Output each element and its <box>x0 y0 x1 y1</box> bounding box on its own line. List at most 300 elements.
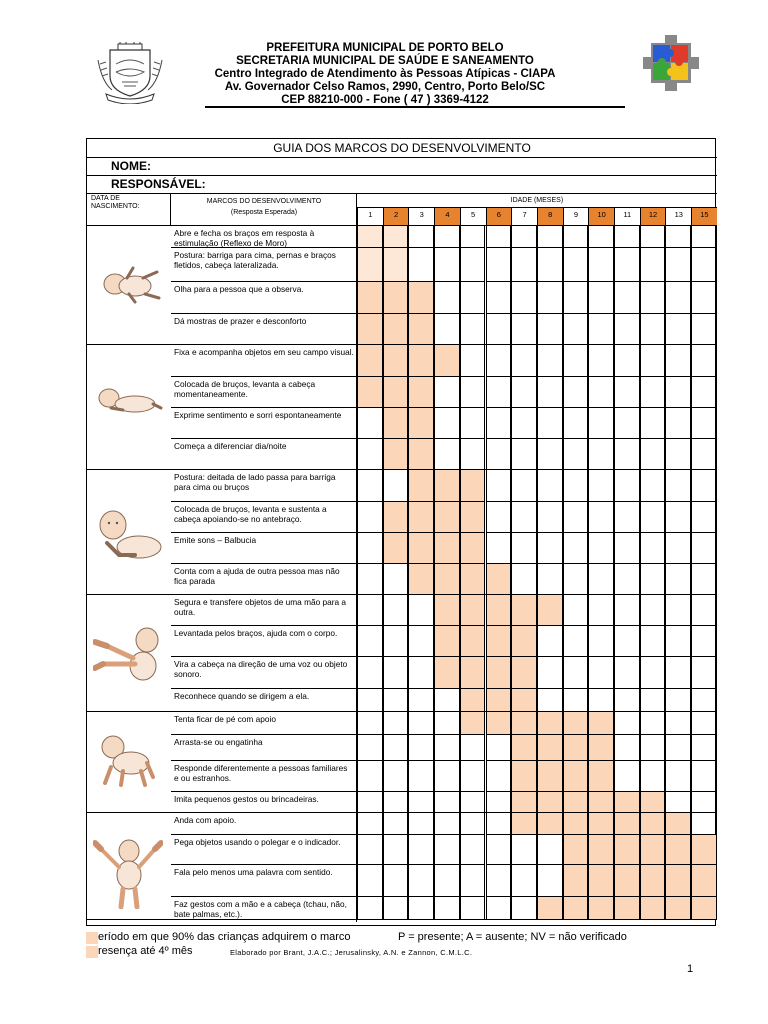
milestone-cell[interactable] <box>357 345 383 377</box>
milestone-cell[interactable] <box>614 564 640 595</box>
milestone-cell[interactable] <box>460 689 486 712</box>
milestone-cell[interactable] <box>588 345 614 377</box>
milestone-cell[interactable] <box>408 377 434 408</box>
milestone-cell[interactable] <box>563 813 589 835</box>
milestone-cell[interactable] <box>460 813 486 835</box>
milestone-cell[interactable] <box>383 657 409 689</box>
milestone-cell[interactable] <box>383 377 409 408</box>
milestone-cell[interactable] <box>691 689 717 712</box>
milestone-cell[interactable] <box>486 564 512 595</box>
milestone-cell[interactable] <box>408 345 434 377</box>
milestone-cell[interactable] <box>665 314 691 345</box>
milestone-cell[interactable] <box>408 533 434 564</box>
milestone-cell[interactable] <box>486 377 512 408</box>
milestone-cell[interactable] <box>640 502 666 533</box>
milestone-cell[interactable] <box>460 835 486 865</box>
milestone-cell[interactable] <box>563 626 589 657</box>
milestone-cell[interactable] <box>640 377 666 408</box>
milestone-cell[interactable] <box>665 626 691 657</box>
milestone-cell[interactable] <box>511 470 537 502</box>
milestone-cell[interactable] <box>357 226 383 248</box>
milestone-cell[interactable] <box>691 439 717 470</box>
milestone-cell[interactable] <box>408 897 434 920</box>
milestone-cell[interactable] <box>588 735 614 761</box>
milestone-cell[interactable] <box>511 282 537 314</box>
milestone-cell[interactable] <box>665 813 691 835</box>
milestone-cell[interactable] <box>614 248 640 282</box>
milestone-cell[interactable] <box>691 792 717 813</box>
milestone-cell[interactable] <box>357 689 383 712</box>
milestone-cell[interactable] <box>665 712 691 735</box>
milestone-cell[interactable] <box>434 314 460 345</box>
milestone-cell[interactable] <box>486 533 512 564</box>
milestone-cell[interactable] <box>408 439 434 470</box>
milestone-cell[interactable] <box>460 735 486 761</box>
milestone-cell[interactable] <box>665 761 691 792</box>
milestone-cell[interactable] <box>383 792 409 813</box>
milestone-cell[interactable] <box>383 470 409 502</box>
milestone-cell[interactable] <box>383 761 409 792</box>
milestone-cell[interactable] <box>588 897 614 920</box>
milestone-cell[interactable] <box>408 595 434 626</box>
milestone-cell[interactable] <box>511 248 537 282</box>
milestone-cell[interactable] <box>357 502 383 533</box>
milestone-cell[interactable] <box>537 689 563 712</box>
milestone-cell[interactable] <box>434 533 460 564</box>
milestone-cell[interactable] <box>614 345 640 377</box>
milestone-cell[interactable] <box>357 595 383 626</box>
milestone-cell[interactable] <box>614 813 640 835</box>
milestone-cell[interactable] <box>563 314 589 345</box>
milestone-cell[interactable] <box>640 735 666 761</box>
milestone-cell[interactable] <box>383 626 409 657</box>
milestone-cell[interactable] <box>357 248 383 282</box>
milestone-cell[interactable] <box>614 712 640 735</box>
milestone-cell[interactable] <box>640 533 666 564</box>
milestone-cell[interactable] <box>640 314 666 345</box>
milestone-cell[interactable] <box>408 735 434 761</box>
milestone-cell[interactable] <box>691 735 717 761</box>
milestone-cell[interactable] <box>486 792 512 813</box>
milestone-cell[interactable] <box>511 865 537 897</box>
milestone-cell[interactable] <box>691 813 717 835</box>
milestone-cell[interactable] <box>665 439 691 470</box>
milestone-cell[interactable] <box>434 439 460 470</box>
milestone-cell[interactable] <box>486 470 512 502</box>
milestone-cell[interactable] <box>434 226 460 248</box>
milestone-cell[interactable] <box>691 865 717 897</box>
milestone-cell[interactable] <box>537 761 563 792</box>
milestone-cell[interactable] <box>537 282 563 314</box>
milestone-cell[interactable] <box>408 282 434 314</box>
milestone-cell[interactable] <box>434 712 460 735</box>
milestone-cell[interactable] <box>640 865 666 897</box>
milestone-cell[interactable] <box>486 813 512 835</box>
milestone-cell[interactable] <box>614 439 640 470</box>
milestone-cell[interactable] <box>588 595 614 626</box>
milestone-cell[interactable] <box>511 897 537 920</box>
milestone-cell[interactable] <box>357 835 383 865</box>
milestone-cell[interactable] <box>563 689 589 712</box>
milestone-cell[interactable] <box>460 248 486 282</box>
milestone-cell[interactable] <box>383 835 409 865</box>
milestone-cell[interactable] <box>563 533 589 564</box>
milestone-cell[interactable] <box>434 408 460 439</box>
milestone-cell[interactable] <box>460 792 486 813</box>
milestone-cell[interactable] <box>588 470 614 502</box>
milestone-cell[interactable] <box>511 626 537 657</box>
milestone-cell[interactable] <box>537 226 563 248</box>
milestone-cell[interactable] <box>640 897 666 920</box>
milestone-cell[interactable] <box>357 470 383 502</box>
milestone-cell[interactable] <box>460 533 486 564</box>
milestone-cell[interactable] <box>614 657 640 689</box>
milestone-cell[interactable] <box>486 345 512 377</box>
milestone-cell[interactable] <box>563 792 589 813</box>
milestone-cell[interactable] <box>588 712 614 735</box>
milestone-cell[interactable] <box>537 377 563 408</box>
milestone-cell[interactable] <box>614 314 640 345</box>
milestone-cell[interactable] <box>640 835 666 865</box>
milestone-cell[interactable] <box>537 439 563 470</box>
milestone-cell[interactable] <box>665 657 691 689</box>
milestone-cell[interactable] <box>563 657 589 689</box>
milestone-cell[interactable] <box>665 345 691 377</box>
milestone-cell[interactable] <box>691 533 717 564</box>
milestone-cell[interactable] <box>537 835 563 865</box>
milestone-cell[interactable] <box>486 314 512 345</box>
milestone-cell[interactable] <box>434 377 460 408</box>
milestone-cell[interactable] <box>511 595 537 626</box>
milestone-cell[interactable] <box>640 595 666 626</box>
milestone-cell[interactable] <box>640 345 666 377</box>
milestone-cell[interactable] <box>408 408 434 439</box>
milestone-cell[interactable] <box>383 408 409 439</box>
milestone-cell[interactable] <box>486 226 512 248</box>
milestone-cell[interactable] <box>408 564 434 595</box>
milestone-cell[interactable] <box>357 657 383 689</box>
milestone-cell[interactable] <box>614 761 640 792</box>
milestone-cell[interactable] <box>563 735 589 761</box>
milestone-cell[interactable] <box>665 226 691 248</box>
milestone-cell[interactable] <box>511 792 537 813</box>
milestone-cell[interactable] <box>588 865 614 897</box>
milestone-cell[interactable] <box>511 835 537 865</box>
milestone-cell[interactable] <box>537 595 563 626</box>
milestone-cell[interactable] <box>563 226 589 248</box>
milestone-cell[interactable] <box>408 626 434 657</box>
milestone-cell[interactable] <box>588 657 614 689</box>
milestone-cell[interactable] <box>665 408 691 439</box>
milestone-cell[interactable] <box>563 761 589 792</box>
milestone-cell[interactable] <box>408 865 434 897</box>
milestone-cell[interactable] <box>691 897 717 920</box>
milestone-cell[interactable] <box>563 897 589 920</box>
milestone-cell[interactable] <box>486 897 512 920</box>
milestone-cell[interactable] <box>434 761 460 792</box>
milestone-cell[interactable] <box>486 865 512 897</box>
milestone-cell[interactable] <box>460 657 486 689</box>
milestone-cell[interactable] <box>640 712 666 735</box>
milestone-cell[interactable] <box>408 248 434 282</box>
milestone-cell[interactable] <box>563 502 589 533</box>
milestone-cell[interactable] <box>537 502 563 533</box>
milestone-cell[interactable] <box>408 712 434 735</box>
milestone-cell[interactable] <box>691 835 717 865</box>
milestone-cell[interactable] <box>665 377 691 408</box>
milestone-cell[interactable] <box>460 502 486 533</box>
milestone-cell[interactable] <box>434 835 460 865</box>
milestone-cell[interactable] <box>434 865 460 897</box>
milestone-cell[interactable] <box>640 813 666 835</box>
milestone-cell[interactable] <box>511 377 537 408</box>
milestone-cell[interactable] <box>588 439 614 470</box>
milestone-cell[interactable] <box>511 502 537 533</box>
milestone-cell[interactable] <box>640 226 666 248</box>
milestone-cell[interactable] <box>588 792 614 813</box>
milestone-cell[interactable] <box>588 282 614 314</box>
milestone-cell[interactable] <box>691 226 717 248</box>
milestone-cell[interactable] <box>460 595 486 626</box>
milestone-cell[interactable] <box>640 792 666 813</box>
milestone-cell[interactable] <box>691 626 717 657</box>
milestone-cell[interactable] <box>537 533 563 564</box>
milestone-cell[interactable] <box>665 470 691 502</box>
milestone-cell[interactable] <box>460 761 486 792</box>
milestone-cell[interactable] <box>614 470 640 502</box>
milestone-cell[interactable] <box>563 282 589 314</box>
milestone-cell[interactable] <box>383 865 409 897</box>
milestone-cell[interactable] <box>486 626 512 657</box>
milestone-cell[interactable] <box>614 595 640 626</box>
milestone-cell[interactable] <box>588 408 614 439</box>
milestone-cell[interactable] <box>640 248 666 282</box>
milestone-cell[interactable] <box>383 226 409 248</box>
milestone-cell[interactable] <box>357 408 383 439</box>
responsible-field[interactable]: RESPONSÁVEL: <box>111 177 206 191</box>
milestone-cell[interactable] <box>383 564 409 595</box>
milestone-cell[interactable] <box>434 657 460 689</box>
milestone-cell[interactable] <box>563 408 589 439</box>
milestone-cell[interactable] <box>614 377 640 408</box>
milestone-cell[interactable] <box>511 689 537 712</box>
milestone-cell[interactable] <box>486 439 512 470</box>
milestone-cell[interactable] <box>357 626 383 657</box>
milestone-cell[interactable] <box>486 595 512 626</box>
milestone-cell[interactable] <box>640 470 666 502</box>
milestone-cell[interactable] <box>588 835 614 865</box>
milestone-cell[interactable] <box>640 689 666 712</box>
milestone-cell[interactable] <box>434 282 460 314</box>
milestone-cell[interactable] <box>665 502 691 533</box>
milestone-cell[interactable] <box>460 439 486 470</box>
milestone-cell[interactable] <box>588 314 614 345</box>
milestone-cell[interactable] <box>460 564 486 595</box>
milestone-cell[interactable] <box>357 712 383 735</box>
milestone-cell[interactable] <box>640 761 666 792</box>
milestone-cell[interactable] <box>691 502 717 533</box>
milestone-cell[interactable] <box>408 657 434 689</box>
milestone-cell[interactable] <box>357 761 383 792</box>
milestone-cell[interactable] <box>486 735 512 761</box>
milestone-cell[interactable] <box>537 865 563 897</box>
milestone-cell[interactable] <box>691 712 717 735</box>
milestone-cell[interactable] <box>665 865 691 897</box>
milestone-cell[interactable] <box>563 835 589 865</box>
milestone-cell[interactable] <box>383 897 409 920</box>
milestone-cell[interactable] <box>563 712 589 735</box>
milestone-cell[interactable] <box>614 897 640 920</box>
milestone-cell[interactable] <box>357 897 383 920</box>
milestone-cell[interactable] <box>511 712 537 735</box>
milestone-cell[interactable] <box>434 470 460 502</box>
milestone-cell[interactable] <box>383 439 409 470</box>
milestone-cell[interactable] <box>434 897 460 920</box>
milestone-cell[interactable] <box>357 735 383 761</box>
milestone-cell[interactable] <box>486 282 512 314</box>
milestone-cell[interactable] <box>588 248 614 282</box>
milestone-cell[interactable] <box>537 712 563 735</box>
milestone-cell[interactable] <box>665 282 691 314</box>
milestone-cell[interactable] <box>486 657 512 689</box>
milestone-cell[interactable] <box>460 865 486 897</box>
milestone-cell[interactable] <box>640 282 666 314</box>
milestone-cell[interactable] <box>357 314 383 345</box>
milestone-cell[interactable] <box>665 564 691 595</box>
milestone-cell[interactable] <box>460 408 486 439</box>
milestone-cell[interactable] <box>588 502 614 533</box>
milestone-cell[interactable] <box>434 345 460 377</box>
milestone-cell[interactable] <box>691 470 717 502</box>
milestone-cell[interactable] <box>511 314 537 345</box>
milestone-cell[interactable] <box>665 735 691 761</box>
milestone-cell[interactable] <box>408 813 434 835</box>
milestone-cell[interactable] <box>614 626 640 657</box>
milestone-cell[interactable] <box>511 761 537 792</box>
milestone-cell[interactable] <box>511 533 537 564</box>
milestone-cell[interactable] <box>408 835 434 865</box>
milestone-cell[interactable] <box>383 813 409 835</box>
milestone-cell[interactable] <box>486 502 512 533</box>
milestone-cell[interactable] <box>640 408 666 439</box>
milestone-cell[interactable] <box>588 377 614 408</box>
milestone-cell[interactable] <box>563 595 589 626</box>
milestone-cell[interactable] <box>511 226 537 248</box>
milestone-cell[interactable] <box>588 813 614 835</box>
milestone-cell[interactable] <box>537 470 563 502</box>
milestone-cell[interactable] <box>665 533 691 564</box>
milestone-cell[interactable] <box>408 226 434 248</box>
milestone-cell[interactable] <box>434 689 460 712</box>
milestone-cell[interactable] <box>665 835 691 865</box>
milestone-cell[interactable] <box>588 761 614 792</box>
milestone-cell[interactable] <box>357 813 383 835</box>
milestone-cell[interactable] <box>460 314 486 345</box>
milestone-cell[interactable] <box>357 564 383 595</box>
milestone-cell[interactable] <box>383 689 409 712</box>
milestone-cell[interactable] <box>357 865 383 897</box>
milestone-cell[interactable] <box>383 735 409 761</box>
milestone-cell[interactable] <box>357 792 383 813</box>
milestone-cell[interactable] <box>537 345 563 377</box>
milestone-cell[interactable] <box>434 626 460 657</box>
milestone-cell[interactable] <box>511 813 537 835</box>
milestone-cell[interactable] <box>691 282 717 314</box>
milestone-cell[interactable] <box>691 408 717 439</box>
milestone-cell[interactable] <box>614 735 640 761</box>
milestone-cell[interactable] <box>434 595 460 626</box>
milestone-cell[interactable] <box>563 564 589 595</box>
milestone-cell[interactable] <box>511 345 537 377</box>
milestone-cell[interactable] <box>691 595 717 626</box>
name-field[interactable]: NOME: <box>111 159 151 173</box>
milestone-cell[interactable] <box>357 282 383 314</box>
milestone-cell[interactable] <box>511 657 537 689</box>
milestone-cell[interactable] <box>460 897 486 920</box>
milestone-cell[interactable] <box>640 439 666 470</box>
milestone-cell[interactable] <box>357 439 383 470</box>
milestone-cell[interactable] <box>383 314 409 345</box>
milestone-cell[interactable] <box>691 314 717 345</box>
milestone-cell[interactable] <box>640 657 666 689</box>
milestone-cell[interactable] <box>486 689 512 712</box>
milestone-cell[interactable] <box>408 761 434 792</box>
milestone-cell[interactable] <box>383 282 409 314</box>
milestone-cell[interactable] <box>537 626 563 657</box>
milestone-cell[interactable] <box>537 564 563 595</box>
milestone-cell[interactable] <box>665 792 691 813</box>
milestone-cell[interactable] <box>408 470 434 502</box>
milestone-cell[interactable] <box>460 626 486 657</box>
milestone-cell[interactable] <box>408 689 434 712</box>
milestone-cell[interactable] <box>665 248 691 282</box>
milestone-cell[interactable] <box>511 735 537 761</box>
milestone-cell[interactable] <box>614 226 640 248</box>
milestone-cell[interactable] <box>486 712 512 735</box>
milestone-cell[interactable] <box>460 377 486 408</box>
milestone-cell[interactable] <box>383 712 409 735</box>
milestone-cell[interactable] <box>614 865 640 897</box>
milestone-cell[interactable] <box>408 502 434 533</box>
milestone-cell[interactable] <box>691 345 717 377</box>
milestone-cell[interactable] <box>614 282 640 314</box>
milestone-cell[interactable] <box>691 248 717 282</box>
milestone-cell[interactable] <box>357 533 383 564</box>
milestone-cell[interactable] <box>511 408 537 439</box>
milestone-cell[interactable] <box>691 657 717 689</box>
milestone-cell[interactable] <box>434 813 460 835</box>
milestone-cell[interactable] <box>460 226 486 248</box>
milestone-cell[interactable] <box>537 735 563 761</box>
milestone-cell[interactable] <box>563 248 589 282</box>
milestone-cell[interactable] <box>588 533 614 564</box>
milestone-cell[interactable] <box>563 345 589 377</box>
milestone-cell[interactable] <box>665 689 691 712</box>
milestone-cell[interactable] <box>614 408 640 439</box>
milestone-cell[interactable] <box>537 813 563 835</box>
milestone-cell[interactable] <box>614 835 640 865</box>
milestone-cell[interactable] <box>434 792 460 813</box>
milestone-cell[interactable] <box>460 712 486 735</box>
milestone-cell[interactable] <box>511 439 537 470</box>
milestone-cell[interactable] <box>537 248 563 282</box>
milestone-cell[interactable] <box>563 439 589 470</box>
milestone-cell[interactable] <box>614 689 640 712</box>
milestone-cell[interactable] <box>434 564 460 595</box>
milestone-cell[interactable] <box>486 761 512 792</box>
milestone-cell[interactable] <box>383 595 409 626</box>
milestone-cell[interactable] <box>383 345 409 377</box>
